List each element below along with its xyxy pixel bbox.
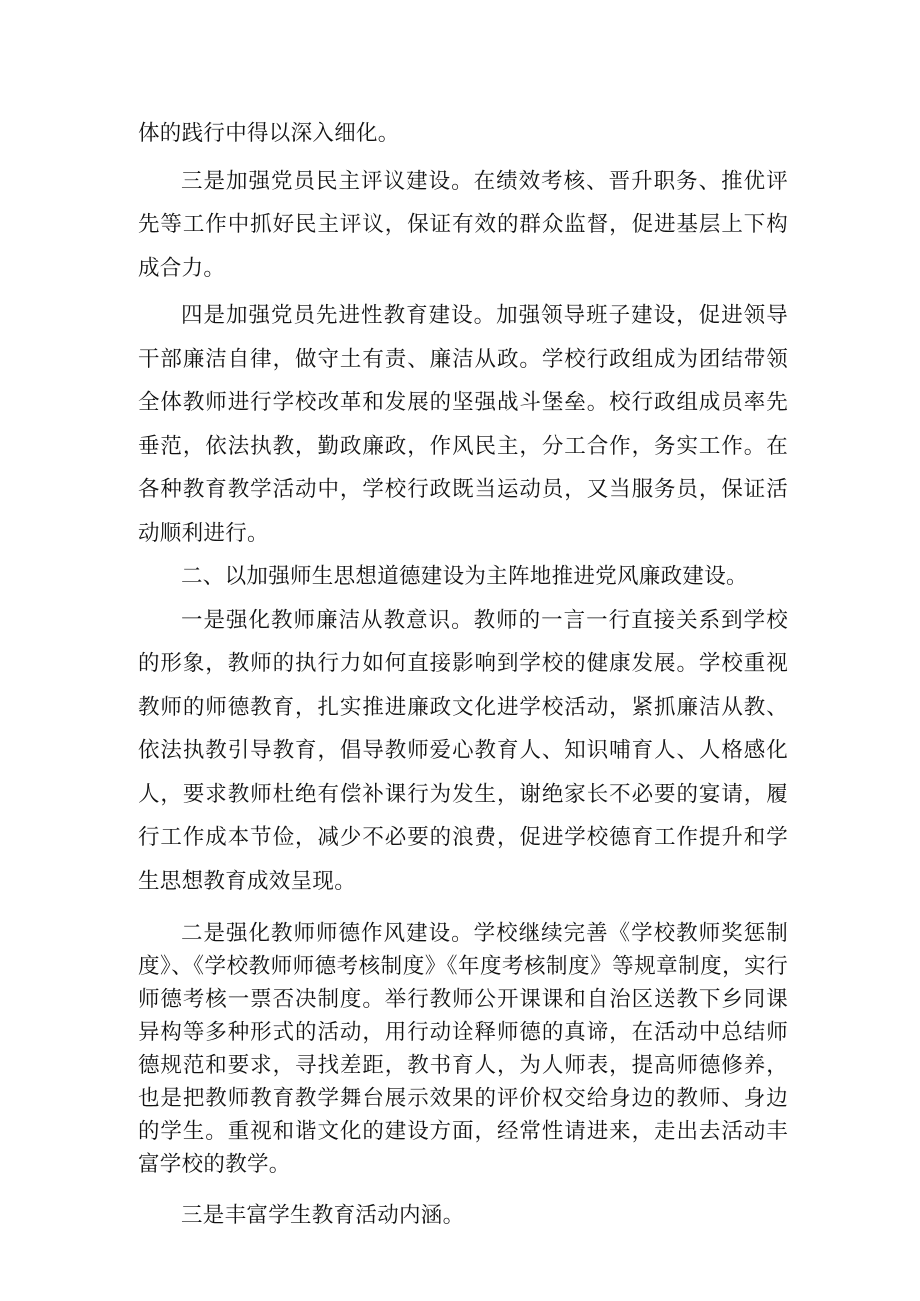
section-heading-two: 二、以加强师生思想道德建设为主阵地推进党风廉政建设。 — [181, 564, 748, 589]
paragraph-advanced-education: 四是加强党员先进性教育建设。加强领导班子建设，促进领导干部廉洁自律，做守土有责、廉洁从政。学校行政组成为团结带领全体教师进行学校改革和发展的坚强战斗堡垒。校行政组成员率先垂范，依法执教，勤政廉政，作风民主，分工合作，务实工作。在各种教育教学活动中，学校行政既当运动员，又当服务员，保证活动顺利进行。 — [138, 303, 788, 546]
document-page — [138, 112, 788, 1232]
paragraph-integrity-awareness: 一是强化教师廉洁从教意识。教师的一言一行直接关系到学校的形象，教师的执行力如何直接影响到学校的健康发展。学校重视教师的师德教育，扎实推进廉政文化进学校活动，紧抓廉洁从教、依法执教引导教育，倡导教师爱心教育人、知识哺育人、人格感化人，要求教师杜绝有偿补课行为发生，谢绝家长不必要的宴请，履行工作成本节俭，减少不必要的浪费，促进学校德育工作提升和学生思想教育成效呈现。 — [138, 607, 788, 894]
paragraph-continuation: 体的践行中得以深入细化。 — [138, 121, 400, 146]
paragraph-teacher-ethics: 二是强化教师师德作风建设。学校继续完善《学校教师奖惩制度》、《学校教师师德考核制度》《年度考核制度》等规章制度，实行师德考核一票否决制度。举行教师公开课课和自治区送教下乡同课异构等多种形式的活动，用行动诠释师德的真谛，在活动中总结师德规范和要求，寻找差距，教书育人，为人师表，提高师德修养，也是把教师教育教学舞台展示效果的评价权交给身边的教师、身边的学生。重视和谐文化的建设方面，经常性请进来，走出去活动丰富学校的教学。 — [138, 921, 788, 1177]
paragraph-democratic-review: 三是加强党员民主评议建设。在绩效考核、晋升职务、推优评先等工作中抓好民主评议，保证有效的群众监督，促进基层上下构成合力。 — [138, 168, 788, 281]
paragraph-student-activities: 三是丰富学生教育活动内涵。 — [181, 1203, 465, 1228]
